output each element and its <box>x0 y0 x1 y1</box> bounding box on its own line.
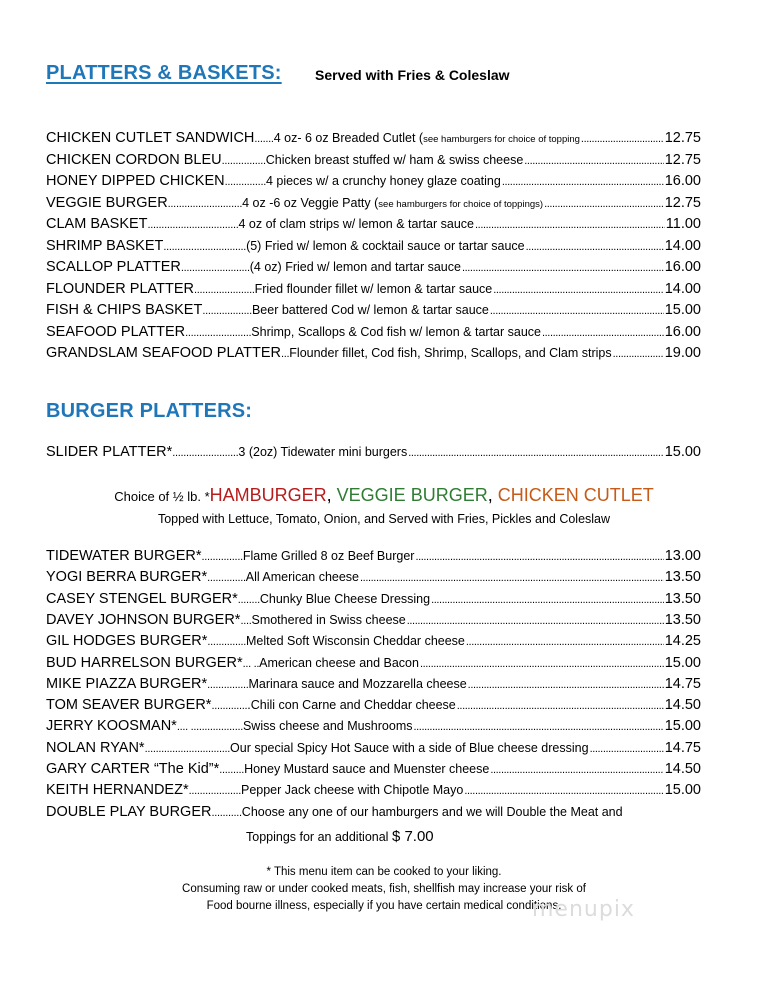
menu-item <box>46 302 701 323</box>
item-name: SHRIMP BASKET <box>46 237 164 254</box>
double-play-desc-cont: Toppings for an additional <box>246 830 392 844</box>
item-desc-note: see hamburgers for choice of topping <box>423 134 580 145</box>
dot-leader <box>490 305 664 317</box>
dot-leader <box>542 327 664 339</box>
dot-leader <box>493 284 663 296</box>
item-leader: ... .. <box>242 657 260 670</box>
item-description: 4 pieces w/ a crunchy honey glaze coating <box>265 174 501 188</box>
menu-item <box>46 281 701 302</box>
item-name: SEAFOOD PLATTER <box>46 323 186 340</box>
menu-item <box>46 324 701 345</box>
dot-leader <box>466 636 664 648</box>
choice-veggie-burger: VEGGIE BURGER <box>336 485 488 505</box>
menu-item <box>46 591 701 612</box>
item-name: FLOUNDER PLATTER <box>46 280 194 297</box>
item-leader: ............... <box>224 176 266 188</box>
item-description: Melted Soft Wisconsin Cheddar cheese <box>246 634 465 649</box>
item-name: SLIDER PLATTER* <box>46 444 173 460</box>
item-name: TIDEWATER BURGER* <box>46 548 202 564</box>
menu-item <box>46 259 701 280</box>
item-name: YOGI BERRA BURGER* <box>46 569 208 586</box>
dot-leader <box>475 219 665 231</box>
item-description: Beer battered Cod w/ lemon & tartar sauce <box>251 303 489 317</box>
burgers-title: BURGER PLATTERS: <box>46 400 253 422</box>
double-play-price: $ 7.00 <box>391 828 434 845</box>
choice-hamburger: HAMBURGER <box>209 485 327 505</box>
item-price: 14.50 <box>664 697 701 714</box>
dot-leader <box>415 551 663 563</box>
footnote-warning-cont: Food bourne illness, especially if you have certain medical conditions. <box>206 900 562 912</box>
item-price: 12.75 <box>664 194 701 211</box>
menu-item <box>46 612 701 633</box>
item-description: Honey Mustard sauce and Muenster cheese <box>244 762 490 776</box>
dot-leader <box>360 572 664 584</box>
item-description: Marinara sauce and Mozzarella cheese <box>248 676 467 691</box>
item-description: Chunky Blue Cheese Dressing <box>259 591 431 606</box>
choice-separator: , <box>487 485 498 505</box>
burger-choice-line <box>0 485 768 506</box>
item-name: GRANDSLAM SEAFOOD PLATTER <box>46 345 281 361</box>
menu-item <box>46 740 701 761</box>
item-name: FISH & CHIPS BASKET <box>46 302 203 318</box>
item-description: Chicken breast stuffed w/ ham & swiss cheese <box>265 152 524 167</box>
item-leader: ........................ <box>185 326 252 339</box>
menu-item <box>46 173 701 194</box>
platters-subtitle: Served with Fries & Coleslaw <box>315 67 510 83</box>
item-price: 15.00 <box>664 718 701 735</box>
item-name: CHICKEN CORDON BLEU <box>46 151 222 168</box>
item-leader: ...................... <box>193 283 255 296</box>
menu-item <box>46 195 701 216</box>
menu-item <box>46 569 701 590</box>
platters-title: PLATTERS & BASKETS: <box>46 62 282 84</box>
item-price: 12.75 <box>664 130 701 146</box>
dot-leader <box>613 348 664 360</box>
item-description <box>274 131 580 145</box>
item-price: 13.50 <box>664 590 701 607</box>
dot-leader <box>457 700 664 712</box>
dot-leader <box>464 785 663 797</box>
menu-item <box>46 238 701 259</box>
item-leader: ... <box>281 348 290 360</box>
item-description: (5) Fried w/ lemon & cocktail sauce or tartar sauce <box>246 238 525 253</box>
item-name: CASEY STENGEL BURGER* <box>46 590 238 607</box>
item-description: Flame Grilled 8 oz Beef Burger <box>242 549 415 563</box>
dot-leader <box>462 262 664 274</box>
item-name: NOLAN RYAN* <box>46 739 145 756</box>
menu-item <box>46 697 701 718</box>
item-leader: ............. <box>211 700 248 713</box>
item-name: DAVEY JOHNSON BURGER* <box>46 611 241 628</box>
choice-prefix: Choice of ½ lb. * <box>114 489 210 504</box>
item-leader: ........ <box>237 593 260 606</box>
dot-leader <box>407 615 664 627</box>
double-play-item <box>46 804 701 825</box>
item-price: 11.00 <box>665 216 701 232</box>
item-description: .Chili con Carne and Cheddar cheese <box>247 698 456 713</box>
item-leader: .............. <box>207 572 246 585</box>
item-desc-text: 4 oz- 6 oz Breaded Cutlet ( <box>273 131 424 145</box>
item-description: Choose any one of our hamburgers and we will Double the Meat and <box>241 804 623 819</box>
item-name: JERRY KOOSMAN* <box>46 718 177 735</box>
item-leader: ....... <box>254 133 274 145</box>
item-price: 15.00 <box>664 302 701 318</box>
footnote-warning: Consuming raw or under cooked meats, fish, shellfish may increase your risk of <box>182 883 586 895</box>
item-leader: .............................. <box>163 240 247 253</box>
dot-leader <box>590 743 664 755</box>
item-description: Swiss cheese and Mushrooms <box>242 719 413 734</box>
footnote-cook: * This menu item can be cooked to your liking. <box>266 866 502 878</box>
item-name: KEITH HERNANDEZ* <box>46 782 189 799</box>
item-description: Shrimp, Scallops & Cod fish w/ lemon & tartar sauce <box>251 324 541 339</box>
choice-separator: , <box>326 485 337 505</box>
menu-item <box>46 782 701 803</box>
item-leader: ........................... <box>167 197 243 210</box>
dot-leader <box>414 721 664 733</box>
item-desc-text: 4 oz -6 oz Veggie Patty ( <box>242 195 379 210</box>
item-leader: .............. <box>207 636 247 649</box>
item-name: HONEY DIPPED CHICKEN <box>46 173 225 189</box>
item-price: 16.00 <box>664 323 701 340</box>
item-leader: ................... <box>188 785 241 798</box>
item-price: 13.00 <box>664 548 701 564</box>
item-price: 14.75 <box>664 675 701 692</box>
menu-item <box>46 345 701 366</box>
menu-item <box>46 444 701 465</box>
item-description: All American cheese <box>245 570 360 585</box>
item-name: DOUBLE PLAY BURGER <box>46 803 212 820</box>
menu-item <box>46 633 701 654</box>
menupix-watermark: menupix <box>532 897 635 922</box>
item-leader: ......................... <box>180 262 250 274</box>
item-price: 12.75 <box>664 151 701 168</box>
item-price: 14.00 <box>664 237 701 254</box>
item-price: 16.00 <box>664 173 701 189</box>
menu-item <box>46 718 701 739</box>
item-description: Flounder fillet, Cod fish, Shrimp, Scallops, and Clam strips <box>289 346 612 360</box>
item-price: 14.50 <box>664 761 701 777</box>
dot-leader <box>420 658 664 670</box>
item-leader: ........... <box>211 806 242 819</box>
item-price: 14.25 <box>664 633 701 650</box>
item-price: 15.00 <box>664 444 701 460</box>
item-name: VEGGIE BURGER <box>46 194 168 211</box>
item-description <box>242 196 543 210</box>
item-price: 16.00 <box>664 259 701 275</box>
item-leader: .... <box>240 614 252 627</box>
item-price: 19.00 <box>664 345 701 361</box>
item-name: GIL HODGES BURGER* <box>46 633 208 650</box>
menu-item <box>46 548 701 569</box>
menu-item <box>46 130 701 151</box>
item-leader: .... ................... <box>176 721 243 734</box>
item-desc-note: see hamburgers for choice of toppings) <box>378 198 544 210</box>
item-description: Smothered in Swiss cheese <box>251 612 406 627</box>
item-name: BUD HARRELSON BURGER* <box>46 654 243 671</box>
item-leader: ............... <box>201 551 243 563</box>
dot-leader <box>526 241 664 253</box>
dot-leader <box>408 447 663 459</box>
item-leader: ................................. <box>147 219 239 231</box>
item-leader: ........................ <box>172 447 239 459</box>
item-price: 15.00 <box>664 782 701 799</box>
menu-item <box>46 655 701 676</box>
item-description: 3 (2oz) Tidewater mini burgers <box>238 445 408 459</box>
item-description: Fried flounder fillet w/ lemon & tartar sauce <box>254 281 493 296</box>
item-leader: .................. <box>202 305 252 317</box>
dot-leader <box>490 764 663 776</box>
item-description: Pepper Jack cheese with Chipotle Mayo <box>240 783 464 798</box>
item-price: 13.50 <box>664 611 701 628</box>
item-price: 13.50 <box>664 569 701 586</box>
item-name: GARY CARTER “The Kid”* <box>46 761 220 777</box>
toppings-note: Topped with Lettuce, Tomato, Onion, and Served with Fries, Pickles and Coleslaw <box>157 512 611 526</box>
item-description: American cheese and Bacon <box>259 655 419 670</box>
item-price: 14.75 <box>664 739 701 756</box>
item-description: 4 oz of clam strips w/ lemon & tartar sauce <box>238 217 475 231</box>
double-play-line2 <box>246 828 434 845</box>
dot-leader <box>581 133 664 145</box>
dot-leader <box>502 176 664 188</box>
item-leader: ................ <box>221 154 266 167</box>
item-leader: ......... <box>219 764 245 776</box>
dot-leader <box>431 594 664 606</box>
item-leader: ............... <box>207 678 249 691</box>
menu-item <box>46 152 701 173</box>
dot-leader <box>524 155 663 167</box>
item-leader: ............................... <box>144 742 231 755</box>
item-price: 14.00 <box>664 280 701 297</box>
choice-chicken-cutlet: CHICKEN CUTLET <box>497 485 654 505</box>
menu-item <box>46 216 701 237</box>
dot-leader <box>544 198 664 210</box>
item-name: CHICKEN CUTLET SANDWICH <box>46 130 255 146</box>
item-description: (4 oz) Fried w/ lemon and tartar sauce <box>249 260 461 274</box>
dot-leader <box>468 679 664 691</box>
item-price: 15.00 <box>664 654 701 671</box>
item-description: Our special Spicy Hot Sauce with a side of Blue cheese dressing <box>230 740 589 755</box>
menu-item <box>46 761 701 782</box>
item-name: SCALLOP PLATTER <box>46 259 181 275</box>
item-name: MIKE PIAZZA BURGER* <box>46 675 208 692</box>
item-name: CLAM BASKET <box>46 216 148 232</box>
menu-item <box>46 676 701 697</box>
item-name: TOM SEAVER BURGER* <box>46 697 212 714</box>
